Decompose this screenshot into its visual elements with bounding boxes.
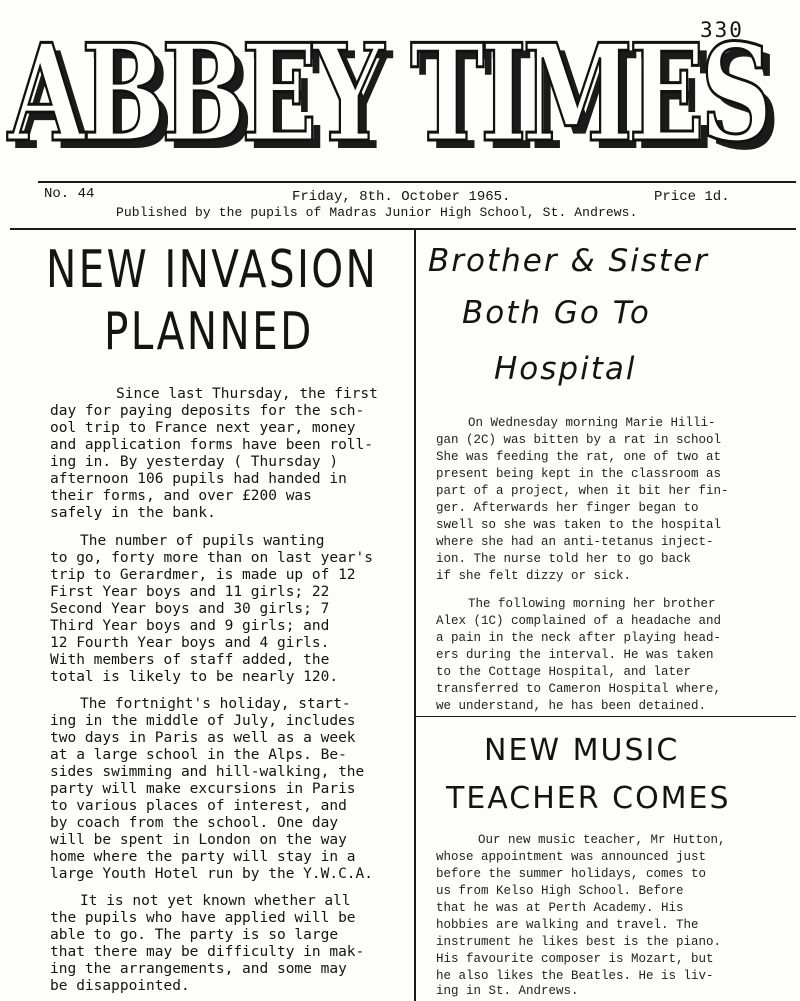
text-line: to go, forty more than on last year's	[50, 550, 374, 566]
text-line: if she felt dizzy or sick.	[436, 569, 632, 583]
text-line: His favourite composer is Mozart, but	[436, 952, 714, 966]
text-line: two days in Paris as well as a week	[50, 730, 356, 746]
text-line: ool trip to France next year, money	[50, 420, 356, 436]
text-line: ing in. By yesterday ( Thursday )	[50, 454, 339, 470]
text-line: Alex (1C) complained of a headache and	[436, 614, 722, 628]
text-line: The number of pupils wanting	[80, 533, 325, 549]
text-line: swell so she was taken to the hospital	[436, 518, 722, 532]
text-line: that he was at Perth Academy. His	[436, 901, 684, 915]
text-line: trip to Gerardmer, is made up of 12	[50, 567, 356, 583]
headline-hospital-line-2: Both Go To	[462, 295, 651, 331]
text-line: instrument he likes best is the piano.	[436, 935, 722, 949]
text-line: She was feeding the rat, one of two at	[436, 450, 722, 464]
page-number: 330	[700, 18, 744, 42]
text-line: and application forms have been roll-	[50, 437, 374, 453]
text-line: party will make excursions in Paris	[50, 781, 356, 797]
text-line: It is not yet known whether all	[80, 893, 351, 909]
text-line: ers during the interval. He was taken	[436, 648, 714, 662]
text-line: ing in St. Andrews.	[436, 984, 579, 998]
text-line: 12 Fourth Year boys and 4 girls.	[50, 635, 330, 651]
headline-invasion-line-1: NEW INVASION	[46, 240, 379, 300]
text-line: will be spent in London on the way	[50, 832, 347, 848]
text-line: ing in the middle of July, includes	[50, 713, 356, 729]
text-line: Third Year boys and 9 girls; and	[50, 618, 330, 634]
text-line: ion. The nurse told her to go back	[436, 552, 692, 566]
text-line: to the Cottage Hospital, and later	[436, 665, 692, 679]
text-line: that there may be difficulty in mak-	[50, 944, 365, 960]
publisher-line: Published by the pupils of Madras Junior High School, St. Andrews.	[116, 205, 638, 220]
masthead-title	[6, 30, 794, 160]
masthead-rule	[38, 181, 796, 183]
headline-hospital-line-3: Hospital	[494, 351, 637, 387]
text-line: whose appointment was announced just	[436, 850, 707, 864]
text-line: by coach from the school. One day	[50, 815, 339, 831]
text-line: The fortnight's holiday, start-	[80, 696, 351, 712]
issue-date: Friday, 8th. October 1965.	[292, 189, 511, 205]
text-line: day for paying deposits for the sch-	[50, 403, 365, 419]
masthead-outline-text: ABBEY TIMES	[6, 30, 769, 160]
text-line: ger. Afterwards her finger began to	[436, 501, 699, 515]
text-line: a pain in the neck after playing head-	[436, 631, 722, 645]
text-line: where she had an anti-tetanus inject-	[436, 535, 714, 549]
header-bottom-rule	[10, 228, 796, 230]
headline-music-line-1: NEW MUSIC	[484, 733, 680, 768]
text-line: ing the arrangements, and some may	[50, 961, 347, 977]
text-line: Since last Thursday, the first	[116, 386, 378, 402]
text-line: present being kept in the classroom as	[436, 467, 722, 481]
text-line: to various places of interest, and	[50, 798, 347, 814]
headline-invasion-line-2: PLANNED	[104, 302, 314, 362]
text-line: sides swimming and hill-walking, the	[50, 764, 365, 780]
text-line: at a large school in the Alps. Be-	[50, 747, 347, 763]
text-line: With members of staff added, the	[50, 652, 330, 668]
text-line: be disappointed.	[50, 978, 190, 994]
headline-music-line-2: TEACHER COMES	[446, 781, 731, 816]
column-divider	[414, 230, 416, 1001]
text-line: their forms, and over £200 was	[50, 488, 312, 504]
headline-hospital-line-1: Brother & Sister	[428, 243, 709, 279]
text-line: we understand, he has been detained.	[436, 699, 707, 713]
masthead-shadow-text: ABBEY TIMES	[14, 30, 777, 160]
text-line: Second Year boys and 30 girls; 7	[50, 601, 330, 617]
issue-number: No. 44	[44, 186, 95, 202]
text-line: able to go. The party is so large	[50, 927, 339, 943]
text-line: the pupils who have applied will be	[50, 910, 356, 926]
issue-price: Price 1d.	[654, 189, 730, 205]
text-line: us from Kelso High School. Before	[436, 884, 684, 898]
text-line: The following morning her brother	[468, 597, 716, 611]
text-line: he also likes the Beatles. He is liv-	[436, 969, 714, 983]
text-line: total is likely to be nearly 120.	[50, 669, 339, 685]
text-line: home where the party will stay in a	[50, 849, 356, 865]
text-line: Our new music teacher, Mr Hutton,	[478, 833, 726, 847]
text-line: hobbies are walking and travel. The	[436, 918, 699, 932]
text-line: part of a project, when it bit her fin-	[436, 484, 729, 498]
text-line: On Wednesday morning Marie Hilli-	[468, 416, 716, 430]
text-line: large Youth Hotel run by the Y.W.C.A.	[50, 866, 374, 882]
text-line: afternoon 106 pupils had handed in	[50, 471, 347, 487]
text-line: safely in the bank.	[50, 505, 216, 521]
article-divider-rule	[416, 716, 796, 717]
text-line: First Year boys and 11 girls; 22	[50, 584, 330, 600]
text-line: before the summer holidays, comes to	[436, 867, 707, 881]
text-line: transferred to Cameron Hospital where,	[436, 682, 722, 696]
text-line: gan (2C) was bitten by a rat in school	[436, 433, 722, 447]
